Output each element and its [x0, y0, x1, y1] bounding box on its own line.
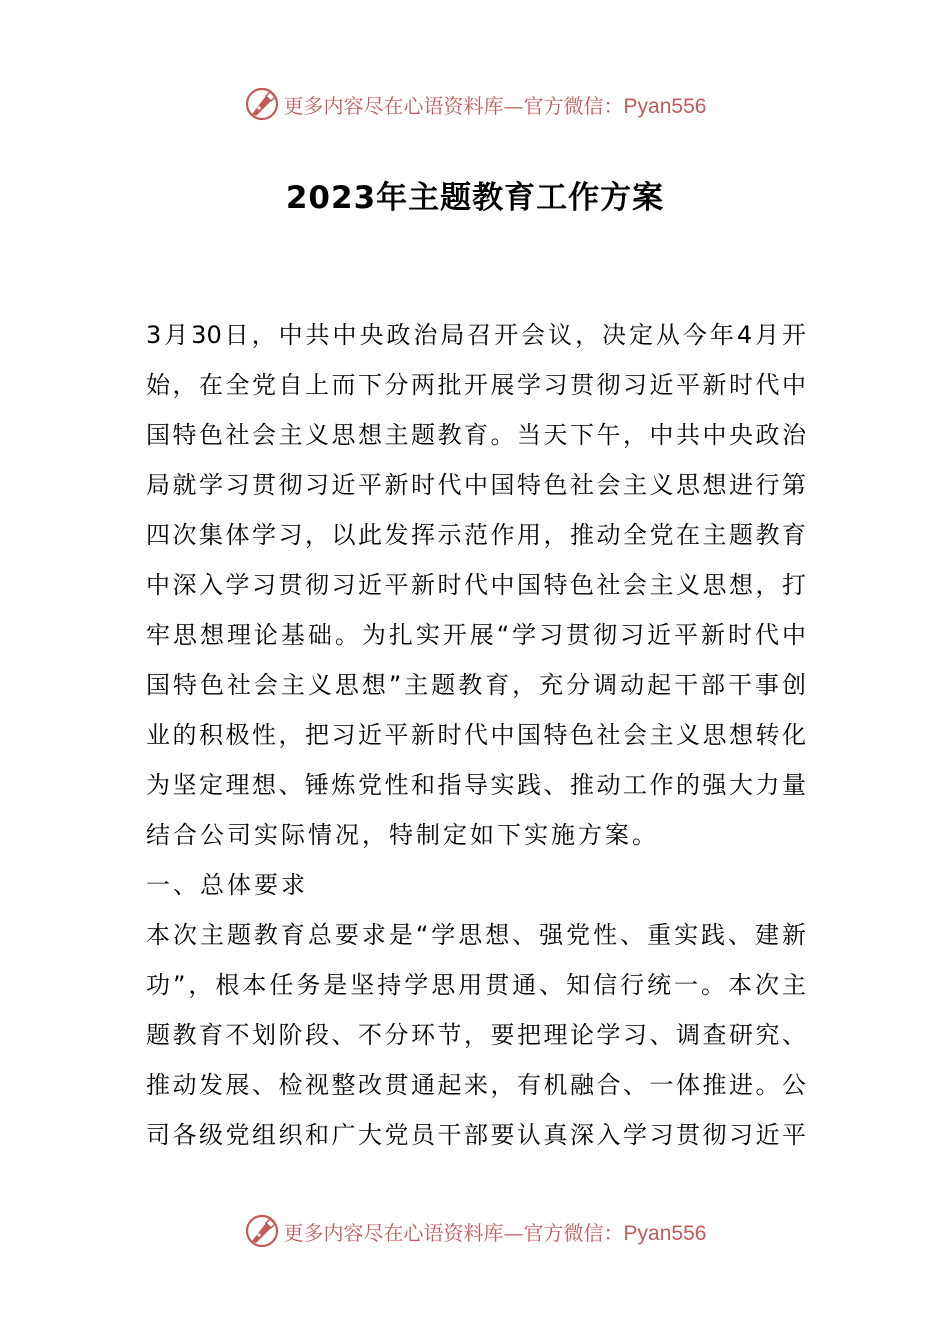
body-line: 本次主题教育总要求是“学思想、强党性、重实践、建新	[146, 921, 806, 949]
body-line: 司各级党组织和广大党员干部要认真深入学习贯彻习近平	[146, 1121, 806, 1149]
watermark-wechat-id: Pyan556	[623, 1221, 707, 1245]
body-line: 业的积极性，把习近平新时代中国特色社会主义思想转化	[146, 721, 806, 749]
pen-nib-icon	[244, 1213, 280, 1249]
body-line: 功”，根本任务是坚持学思用贯通、知信行统一。本次主	[146, 971, 806, 999]
footer-watermark	[0, 1211, 950, 1251]
body-line: 推动发展、检视整改贯通起来，有机融合、一体推进。公	[146, 1071, 806, 1099]
body-line: 四次集体学习，以此发挥示范作用，推动全党在主题教育	[146, 521, 806, 549]
section-heading: 一、总体要求	[146, 871, 308, 899]
watermark-wechat-id: Pyan556	[623, 94, 707, 118]
pen-nib-icon	[244, 86, 280, 122]
body-line: 3月30日，中共中央政治局召开会议，决定从今年4月开	[146, 321, 806, 349]
body-line: 国特色社会主义思想”主题教育，充分调动起干部干事创	[146, 671, 806, 699]
body-line: 始，在全党自上而下分两批开展学习贯彻习近平新时代中	[146, 371, 806, 399]
watermark-text: 更多内容尽在心语资料库—官方微信：Pyan556	[283, 93, 707, 118]
document-body	[146, 310, 806, 1160]
body-line: 结合公司实际情况，特制定如下实施方案。	[146, 821, 659, 849]
header-watermark	[0, 84, 950, 124]
body-line: 中深入学习贯彻习近平新时代中国特色社会主义思想，打	[146, 571, 806, 599]
body-line: 题教育不划阶段、不分环节，要把理论学习、调查研究、	[146, 1021, 806, 1049]
body-line: 国特色社会主义思想主题教育。当天下午，中共中央政治	[146, 421, 806, 449]
body-line: 局就学习贯彻习近平新时代中国特色社会主义思想进行第	[146, 471, 806, 499]
body-line: 牢思想理论基础。为扎实开展“学习贯彻习近平新时代中	[146, 621, 806, 649]
body-line: 为坚定理想、锤炼党性和指导实践、推动工作的强大力量	[146, 771, 806, 799]
watermark-text: 更多内容尽在心语资料库—官方微信：Pyan556	[283, 1220, 707, 1245]
document-title: 2023年主题教育工作方案	[285, 180, 665, 216]
